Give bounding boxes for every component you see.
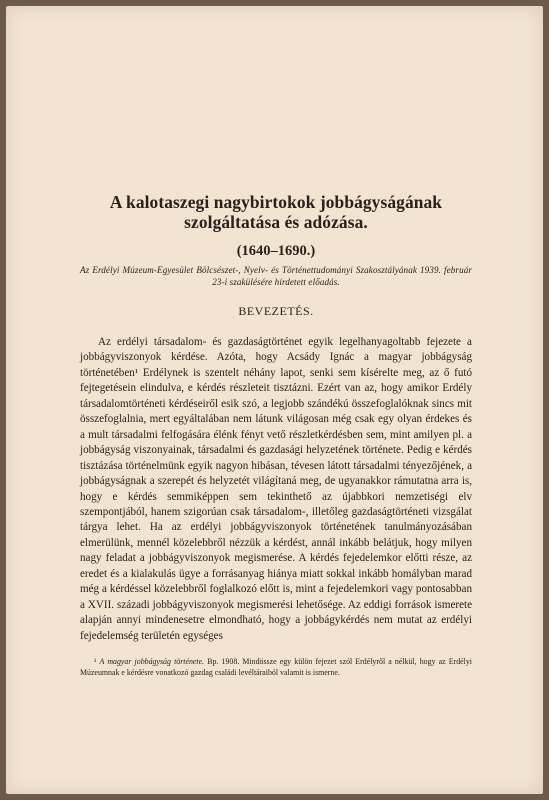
document-page (6, 6, 543, 794)
footnote-marker: ¹ (94, 657, 97, 667)
section-heading: BEVEZETÉS. (238, 304, 314, 318)
article-intro: Az Erdélyi Múzeum-Egyesület Bölcsészet-, Nyelv- és Történettudományi Szakosztályának 1939. február 23-i szakülésére hirdetett előadás. (80, 265, 472, 287)
page-content (80, 192, 472, 678)
footnote (80, 656, 472, 678)
footnote-title: A magyar jobbágyság története. (99, 657, 205, 667)
body-paragraph: Az erdélyi társadalom- és gazdaságtörténet egyik legelhanyagoltabb fejezete a jobbágyviszonyok kérdése. Azóta, hogy Acsády Ignác a magyar jobbágyság történetében¹ Erdélynek is szentelt néhány lapot, senki sem kísérelte meg, az ő futó fejtegetésein elindulva, e kérdés részleteit tisztázni. Ezért van az, hogy amikor Erdély társadalomtörténeti kérdéseiről esik szó, a legjobb szándékú összefoglalóknak sincs mit összefoglalnia, mert egyáltalában nem látunk világosan még csak egy olyan érdekes és a mult társadalmi felfogására élénk fényt vető részletkérdésben sem, mint amilyen pl. a jobbágyság viszonyainak, társadalmi és gazdasági helyzetének története. Pedig e kérdés tisztázása történelmünk egyik nagyon hibásan, tévesen látott társadalmi tényezőjének, a jobbágyságnak a szerepét és helyzetét világítaná meg, de ugyanakkor rámutatna arra is, hogy e kérdés semmiképpen sem tekinthető az újabbkori nemzetiségi elv szempontjából, hanem szigorúan csak társadalom-, illetőleg gazdaságtörténeti vizsgálat tárgya lehet. Ha az erdélyi jobbágyviszonyok történetének tanulmányozásában elmerülünk, mennél közelebbről nézzük a kérdést, annál inkább belátjuk, hogy milyen nagy feladat a jobbágyviszonyok megismerése. A kérdés fejedelemkor előtti része, az eredet és a kialakulás ügye a forrásanyag hiánya miatt sokkal inkább homályban marad még a kérdéssel közelebbről foglalkozó előtt is, mint a fejedelemkori vagy pontosabban a XVII. századi jobbágyviszonyok megismerési lehetősége. Az eddigi források ismerete alapján annyi mindenesetre elmondható, hogy a jobbágykérdés nem mutat az erdélyi fejedelemség területén egységes (80, 336, 472, 642)
article-title: A kalotaszegi nagybirtokok jobbágyságának szolgáltatása és adózása. (109, 192, 443, 232)
footnote-text: Bp. 1908. Mindössze egy külön fejezet szól Erdélyről a nélkül, hogy az Erdélyi Múzeumnak e kérdésre vonatkozó gazdag családi levéltáraiból valamit is ismerne. (80, 657, 472, 678)
article-dates: (1640–1690.) (236, 243, 316, 259)
